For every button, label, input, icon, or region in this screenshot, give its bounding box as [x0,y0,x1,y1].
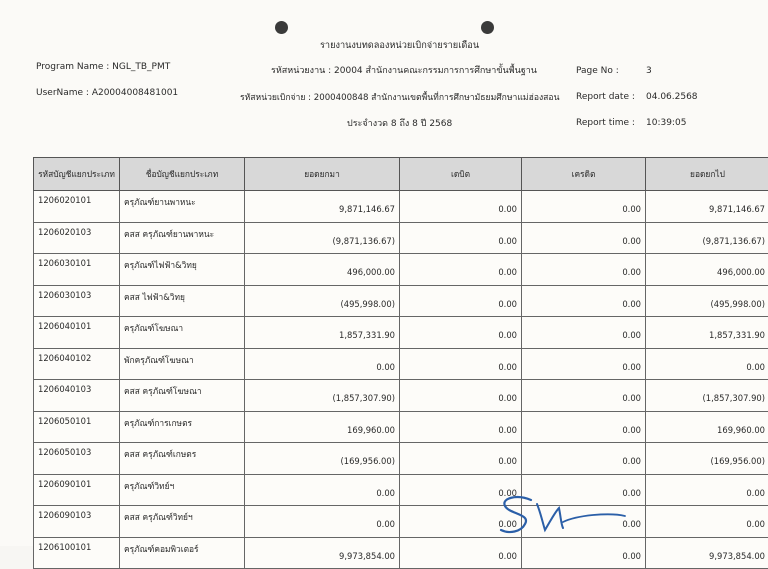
closing-balance-cell: (9,871,136.67) [646,222,768,254]
closing-balance-cell: 0.00 [646,348,768,380]
table-row [34,443,768,475]
account-name-cell: คสส ครุภัณฑ์เกษตร [120,443,245,475]
signature-icon [497,492,632,542]
table-row [34,411,768,443]
closing-balance-cell: (495,998.00) [646,285,768,317]
account-code-cell: 1206090103 [34,506,120,538]
credit-cell: 0.00 [522,317,646,349]
account-name-cell: คสส ครุภัณฑ์ยานพาหนะ [120,222,245,254]
closing-balance-cell: 9,871,146.67 [646,191,768,223]
account-code-cell: 1206020101 [34,191,120,223]
debit-cell: 0.00 [400,317,522,349]
opening-balance-cell: 169,960.00 [245,411,400,443]
debit-cell: 0.00 [400,254,522,286]
opening-balance-cell: (495,998.00) [245,285,400,317]
period: ประจำงวด 8 ถึง 8 ปี 2568 [347,116,452,130]
account-code-cell: 1206090101 [34,474,120,506]
credit-cell: 0.00 [522,285,646,317]
credit-cell: 0.00 [522,443,646,475]
opening-balance-cell: 0.00 [245,348,400,380]
opening-balance-cell: 9,973,854.00 [245,537,400,569]
credit-cell: 0.00 [522,348,646,380]
col-debit: เดบิต [400,158,522,191]
account-name-cell: ครุภัณฑ์วิทย์ฯ [120,474,245,506]
credit-cell: 0.00 [522,506,646,538]
opening-balance-cell: 9,871,146.67 [245,191,400,223]
col-account-code: รหัสบัญชีแยกประเภท [34,158,120,191]
opening-balance-cell: (1,857,307.90) [245,380,400,412]
program-name: Program Name : NGL_TB_PMT [36,62,170,72]
account-code-cell: 1206020103 [34,222,120,254]
report-title: รายงานงบทดลองหน่วยเบิกจ่ายรายเดือน [320,38,479,53]
account-code-cell: 1206050101 [34,411,120,443]
debit-cell: 0.00 [400,443,522,475]
debit-cell: 0.00 [400,474,522,506]
report-time-value: 10:39:05 [646,118,686,128]
punch-hole-left [275,21,288,34]
trial-balance-table [33,157,768,569]
opening-balance-cell: (169,956.00) [245,443,400,475]
opening-balance-cell: (9,871,136.67) [245,222,400,254]
account-code-cell: 1206100101 [34,537,120,569]
closing-balance-cell: 169,960.00 [646,411,768,443]
closing-balance-cell: 0.00 [646,506,768,538]
agency-code: รหัสหน่วยงาน : 20004 สำนักงานคณะกรรมการการศึกษาขั้นพื้นฐาน [271,63,537,77]
account-code-cell: 1206030101 [34,254,120,286]
debit-cell: 0.00 [400,380,522,412]
table-row [34,537,768,569]
account-name-cell: พักครุภัณฑ์โฆษณา [120,348,245,380]
credit-cell: 0.00 [522,380,646,412]
account-name-cell: คสส ไฟฟ้า&วิทยุ [120,285,245,317]
account-code-cell: 1206030103 [34,285,120,317]
account-name-cell: ครุภัณฑ์ไฟฟ้า&วิทยุ [120,254,245,286]
account-name-cell: คสส ครุภัณฑ์วิทย์ฯ [120,506,245,538]
closing-balance-cell: 496,000.00 [646,254,768,286]
disbursing-unit: รหัสหน่วยเบิกจ่าย : 2000400848 สำนักงานเขตพื้นที่การศึกษามัธยมศึกษาแม่ฮ่องสอน [240,90,559,104]
account-name-cell: ครุภัณฑ์คอมพิวเตอร์ [120,537,245,569]
debit-cell: 0.00 [400,411,522,443]
debit-cell: 0.00 [400,506,522,538]
debit-cell: 0.00 [400,191,522,223]
account-code-cell: 1206040102 [34,348,120,380]
table-row [34,191,768,223]
report-date-label: Report date : [576,92,635,102]
credit-cell: 0.00 [522,411,646,443]
report-date-value: 04.06.2568 [646,92,698,102]
debit-cell: 0.00 [400,285,522,317]
table-row [34,222,768,254]
credit-cell: 0.00 [522,254,646,286]
account-code-cell: 1206050103 [34,443,120,475]
closing-balance-cell: 0.00 [646,474,768,506]
table-row [34,474,768,506]
opening-balance-cell: 0.00 [245,474,400,506]
col-closing-balance: ยอดยกไป [646,158,768,191]
opening-balance-cell: 1,857,331.90 [245,317,400,349]
credit-cell: 0.00 [522,474,646,506]
table-row [34,380,768,412]
report-time-label: Report time : [576,118,635,128]
account-name-cell: ครุภัณฑ์การเกษตร [120,411,245,443]
credit-cell: 0.00 [522,537,646,569]
debit-cell: 0.00 [400,537,522,569]
col-opening-balance: ยอดยกมา [245,158,400,191]
closing-balance-cell: 1,857,331.90 [646,317,768,349]
col-credit: เครดิต [522,158,646,191]
account-name-cell: ครุภัณฑ์โฆษณา [120,317,245,349]
account-name-cell: ครุภัณฑ์ยานพาหนะ [120,191,245,223]
table-row [34,506,768,538]
account-name-cell: คสส ครุภัณฑ์โฆษณา [120,380,245,412]
table-row [34,348,768,380]
debit-cell: 0.00 [400,348,522,380]
credit-cell: 0.00 [522,191,646,223]
table-row [34,254,768,286]
table-row [34,285,768,317]
account-code-cell: 1206040101 [34,317,120,349]
closing-balance-cell: (1,857,307.90) [646,380,768,412]
credit-cell: 0.00 [522,222,646,254]
col-account-name: ชื่อบัญชีแยกประเภท [120,158,245,191]
table-row [34,317,768,349]
page-no-value: 3 [646,66,652,76]
punch-hole-right [481,21,494,34]
table-header-row [34,158,768,191]
user-name: UserName : A20004008481001 [36,88,178,98]
debit-cell: 0.00 [400,222,522,254]
account-code-cell: 1206040103 [34,380,120,412]
page-no-label: Page No : [576,66,619,76]
opening-balance-cell: 0.00 [245,506,400,538]
opening-balance-cell: 496,000.00 [245,254,400,286]
closing-balance-cell: (169,956.00) [646,443,768,475]
closing-balance-cell: 9,973,854.00 [646,537,768,569]
